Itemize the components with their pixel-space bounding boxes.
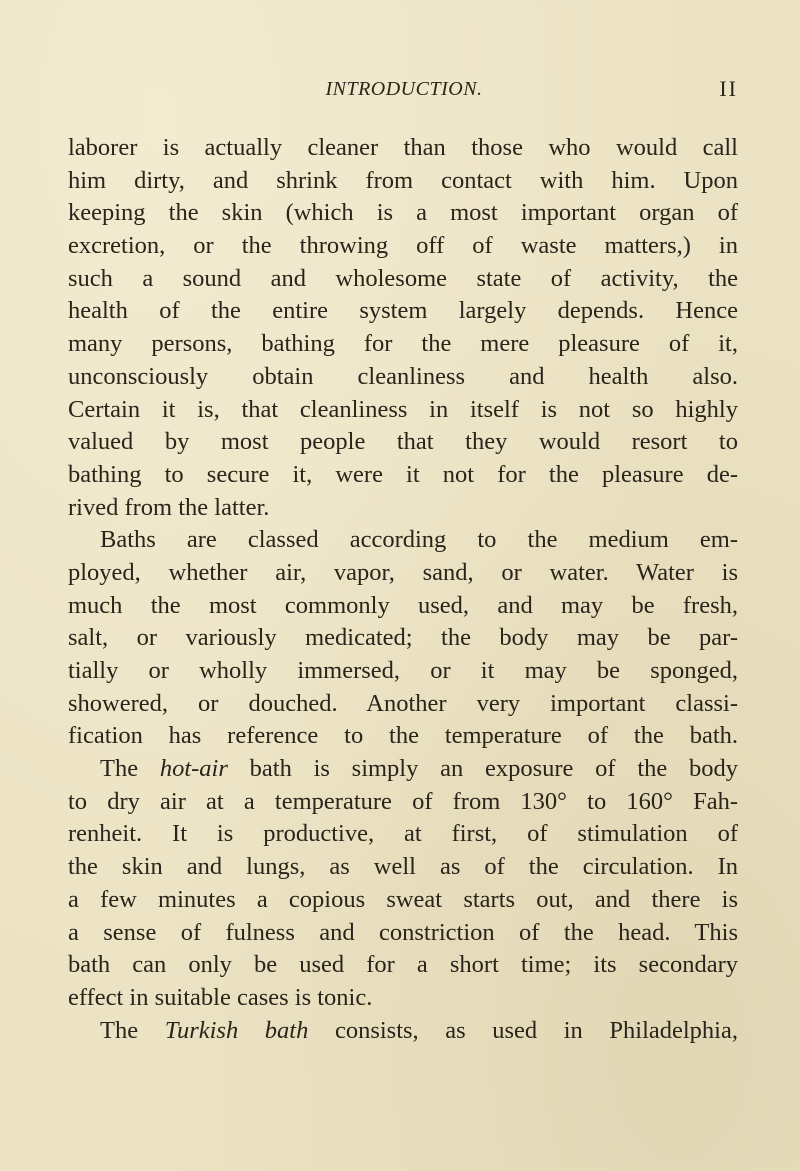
text-line: the skin and lungs, as well as of the circulation. In bbox=[68, 853, 738, 881]
text-line: effect in suitable cases is tonic. bbox=[68, 983, 373, 1011]
text-line: ployed, whether air, vapor, sand, or water. Water is bbox=[68, 558, 738, 586]
page-number: II bbox=[719, 76, 738, 101]
text-line: bathing to secure it, were it not for the pleasure de- bbox=[68, 460, 738, 488]
running-head bbox=[68, 72, 740, 106]
text-line: renheit. It is productive, at first, of stimulation of bbox=[68, 820, 738, 848]
italic-term: Turkish bath bbox=[164, 1016, 309, 1044]
text-line-rest: bath is simply an exposure of the body bbox=[227, 755, 738, 783]
text-line: such a sound and wholesome state of activity, the bbox=[68, 264, 738, 292]
text-line: fication has reference to the temperature of the bath. bbox=[68, 722, 738, 750]
text-line: much the most commonly used, and may be fresh, bbox=[68, 591, 738, 619]
text-line: valued by most people that they would resort to bbox=[68, 428, 738, 456]
text-line-rest: consists, as used in Philadelphia, bbox=[308, 1016, 738, 1044]
text-line: him dirty, and shrink from contact with him. Upon bbox=[68, 166, 738, 194]
text-line: excretion, or the throwing off of waste matters,) in bbox=[68, 232, 738, 260]
text-line: many persons, bathing for the mere pleasure of it, bbox=[68, 330, 738, 358]
text-line: rived from the latter. bbox=[68, 493, 270, 521]
text-line: unconsciously obtain cleanliness and health also. bbox=[68, 362, 738, 390]
text-line: a sense of fulness and constriction of the head. This bbox=[68, 918, 738, 946]
text-line-lead: The bbox=[100, 1016, 165, 1044]
text-line: salt, or variously medicated; the body may be par- bbox=[68, 624, 738, 652]
text-line bbox=[68, 753, 738, 786]
body-text bbox=[68, 132, 738, 1047]
text-line: health of the entire system largely depends. Hence bbox=[68, 297, 738, 325]
text-line: Baths are classed according to the medium em- bbox=[100, 526, 738, 554]
text-line: bath can only be used for a short time; its secondary bbox=[68, 951, 738, 979]
text-line: showered, or douched. Another very important classi- bbox=[68, 689, 738, 717]
text-line bbox=[68, 1015, 738, 1048]
text-line: laborer is actually cleaner than those who would call bbox=[68, 134, 738, 161]
italic-term: hot-air bbox=[159, 755, 228, 783]
text-line-lead: The bbox=[100, 755, 160, 783]
text-line: Certain it is, that cleanliness in itself is not so highly bbox=[68, 395, 738, 423]
text-line: keeping the skin (which is a most important organ of bbox=[68, 199, 738, 227]
text-line: a few minutes a copious sweat starts out, and there is bbox=[68, 885, 738, 913]
running-title: INTRODUCTION. bbox=[325, 78, 483, 100]
text-line: tially or wholly immersed, or it may be sponged, bbox=[68, 657, 738, 684]
text-line: to dry air at a temperature of from 130° to 160° Fah- bbox=[68, 787, 738, 815]
